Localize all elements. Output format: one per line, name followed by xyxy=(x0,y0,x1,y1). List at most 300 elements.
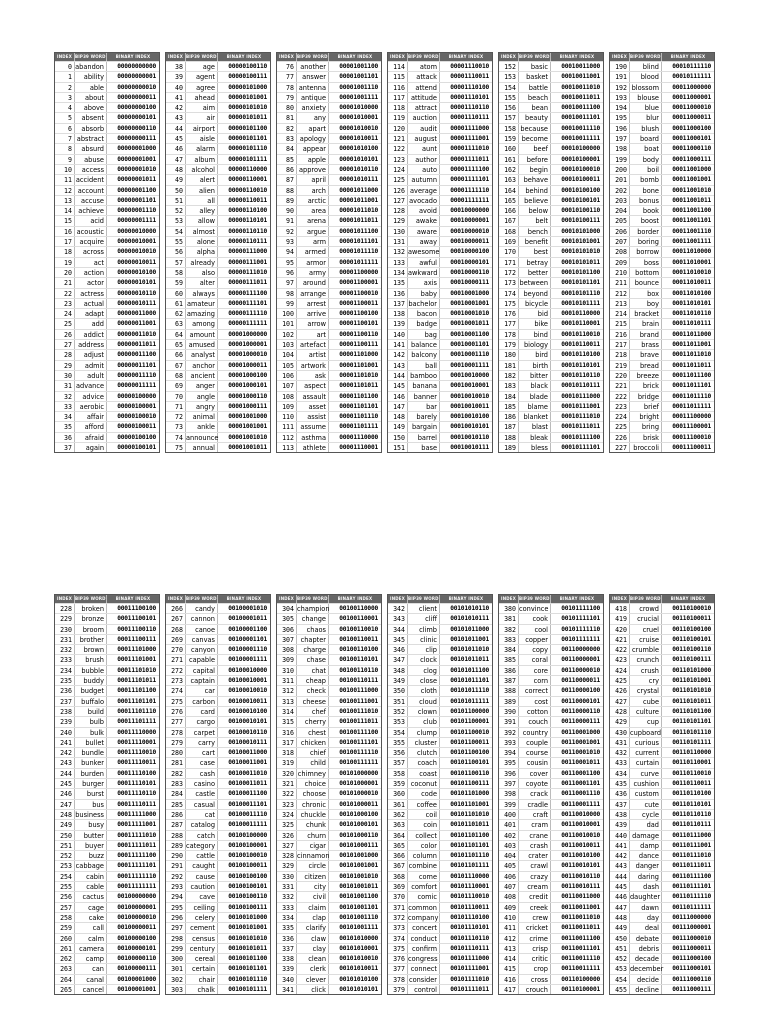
index-cell: 146 xyxy=(388,392,408,401)
binary-cell: 00101100010 xyxy=(450,728,489,736)
index-cell: 337 xyxy=(277,944,297,953)
index-cell: 341 xyxy=(277,985,297,994)
index-cell: 384 xyxy=(499,645,519,654)
index-cell: 388 xyxy=(499,686,519,695)
word-cell: better xyxy=(519,268,551,277)
word-cell: camp xyxy=(75,954,107,963)
word-cell: betray xyxy=(519,258,551,267)
index-cell: 29 xyxy=(55,361,75,370)
word-cell: before xyxy=(519,155,551,164)
binary-cell: 00100000011 xyxy=(117,924,156,932)
table-row xyxy=(55,840,159,850)
index-cell: 338 xyxy=(277,954,297,963)
table-row xyxy=(499,133,603,143)
binary-cell: 00011110000 xyxy=(117,728,156,736)
word-cell: color xyxy=(408,841,440,850)
binary-cell: 00101101010 xyxy=(450,810,489,818)
table-row xyxy=(388,195,492,205)
index-cell: 177 xyxy=(499,319,519,328)
word-cell: build xyxy=(75,707,107,716)
word-cell: ask xyxy=(297,371,329,380)
word-cell: awkward xyxy=(408,268,440,277)
word-cell: bright xyxy=(630,412,662,421)
binary-cell: 00110101011 xyxy=(672,697,711,705)
index-cell: 403 xyxy=(499,841,519,850)
table-row xyxy=(277,624,381,634)
word-cell: arrow xyxy=(297,319,329,328)
binary-cell: 00011000101 xyxy=(672,135,711,143)
binary-cell: 00000000101 xyxy=(117,114,156,122)
binary-cell: 00100010001 xyxy=(228,677,267,685)
table-row xyxy=(499,768,603,778)
binary-cell: 00100001101 xyxy=(228,635,267,643)
table-row xyxy=(166,329,270,339)
word-cell: burst xyxy=(75,789,107,798)
table-row xyxy=(55,644,159,654)
binary-cell: 00000111010 xyxy=(228,268,267,276)
table-row xyxy=(388,246,492,256)
index-cell: 112 xyxy=(277,433,297,442)
binary-cell: 00011000100 xyxy=(672,124,711,132)
binary-cell: 00000110100 xyxy=(228,207,267,215)
index-cell: 81 xyxy=(277,113,297,122)
index-cell: 281 xyxy=(166,758,186,767)
table-row xyxy=(610,246,714,256)
table-row xyxy=(610,757,714,767)
binary-cell: 00100110101 xyxy=(339,656,378,664)
index-cell: 428 xyxy=(610,707,630,716)
binary-cell: 00110011000 xyxy=(561,893,600,901)
binary-cell: 00000011000 xyxy=(117,310,156,318)
word-cell: blush xyxy=(630,124,662,133)
table-row xyxy=(166,860,270,870)
table-row xyxy=(610,401,714,411)
table-row xyxy=(277,799,381,809)
word-cell: cash xyxy=(186,769,218,778)
binary-cell: 00101011000 xyxy=(450,625,489,633)
table-row xyxy=(166,675,270,685)
word-cell: axis xyxy=(408,278,440,287)
word-cell: announce xyxy=(186,433,219,442)
word-cell: ankle xyxy=(186,422,218,431)
word-cell: city xyxy=(297,882,329,891)
table-row xyxy=(55,71,159,81)
binary-cell: 00000100100 xyxy=(117,433,156,441)
word-cell: debate xyxy=(630,934,662,943)
binary-cell: 00110000011 xyxy=(561,677,600,685)
index-cell: 207 xyxy=(610,237,630,246)
index-cell: 186 xyxy=(499,412,519,421)
binary-cell: 00001001100 xyxy=(339,63,378,70)
table-row xyxy=(166,401,270,411)
binary-cell: 00001111011 xyxy=(450,155,489,163)
table-row xyxy=(388,799,492,809)
word-cell: acid xyxy=(75,216,107,225)
word-cell: answer xyxy=(297,72,329,81)
binary-cell: 00011110101 xyxy=(117,780,156,788)
index-cell: 405 xyxy=(499,861,519,870)
table-row xyxy=(499,685,603,695)
binary-cell: 00100101011 xyxy=(228,944,267,952)
word-cell: brief xyxy=(630,402,662,411)
index-cell: 57 xyxy=(166,258,186,267)
index-cell: 190 xyxy=(610,62,630,71)
index-cell: 156 xyxy=(499,103,519,112)
table-row xyxy=(610,71,714,81)
word-cell: bread xyxy=(630,361,662,370)
binary-cell: 00100011101 xyxy=(228,800,267,808)
binary-cell: 00010001010 xyxy=(450,310,489,318)
binary-cell: 00000011001 xyxy=(117,320,156,328)
binary-cell: 00100011100 xyxy=(228,790,267,798)
index-cell: 163 xyxy=(499,175,519,184)
binary-cell: 00000000111 xyxy=(117,135,156,143)
index-cell: 144 xyxy=(388,371,408,380)
binary-cell: 00011011100 xyxy=(672,371,711,379)
word-cell: coast xyxy=(408,769,440,778)
word-cell: anxiety xyxy=(297,103,329,112)
table-row xyxy=(55,871,159,881)
index-cell: 265 xyxy=(55,985,75,994)
table-row xyxy=(610,871,714,881)
table-row xyxy=(610,380,714,390)
word-cell: animal xyxy=(186,412,218,421)
index-cell: 83 xyxy=(277,134,297,143)
index-cell: 53 xyxy=(166,216,186,225)
binary-cell: 00000101100 xyxy=(228,124,267,132)
index-cell: 373 xyxy=(388,923,408,932)
index-cell: 401 xyxy=(499,820,519,829)
table-row xyxy=(55,401,159,411)
word-cell: aerobic xyxy=(75,402,107,411)
binary-cell: 00011110010 xyxy=(117,749,156,757)
index-cell: 181 xyxy=(499,361,519,370)
binary-cell: 00010011011 xyxy=(561,93,600,101)
table-row xyxy=(166,215,270,225)
word-cell: arctic xyxy=(297,196,329,205)
table-row xyxy=(388,716,492,726)
word-cell: company xyxy=(408,913,439,922)
word-cell: circle xyxy=(297,861,329,870)
index-cell: 453 xyxy=(610,964,630,973)
index-cell: 154 xyxy=(499,83,519,92)
table-row xyxy=(499,891,603,901)
table-row xyxy=(55,974,159,984)
binary-cell: 00011000000 xyxy=(672,83,711,91)
table-header xyxy=(610,595,714,603)
index-cell: 78 xyxy=(277,83,297,92)
index-cell: 371 xyxy=(388,903,408,912)
index-cell: 303 xyxy=(166,985,186,994)
word-cell: dawn xyxy=(630,903,662,912)
index-cell: 218 xyxy=(610,350,630,359)
binary-cell: 00111000100 xyxy=(672,955,711,963)
binary-cell: 00010011101 xyxy=(561,114,600,122)
word-cell: amused xyxy=(186,340,218,349)
table-row xyxy=(277,432,381,442)
index-cell: 201 xyxy=(610,175,630,184)
binary-cell: 00110101010 xyxy=(672,687,711,695)
word-cell: december xyxy=(630,965,664,974)
table-row xyxy=(166,799,270,809)
index-cell: 432 xyxy=(610,748,630,757)
word-cell: canyon xyxy=(186,645,218,654)
table-row xyxy=(166,226,270,236)
binary-cell: 00101101111 xyxy=(450,862,489,870)
index-cell: 285 xyxy=(166,800,186,809)
table-row xyxy=(388,185,492,195)
table-row xyxy=(55,757,159,767)
table-header xyxy=(499,595,603,603)
header-binary: BINARY INDEX xyxy=(337,596,373,601)
table-row xyxy=(277,154,381,164)
table-row xyxy=(277,226,381,236)
table-row xyxy=(388,226,492,236)
table-row xyxy=(55,922,159,932)
binary-cell: 00000111101 xyxy=(228,299,267,307)
table-row xyxy=(55,246,159,256)
index-cell: 288 xyxy=(166,831,186,840)
word-cell: battle xyxy=(519,83,551,92)
table-row xyxy=(277,236,381,246)
word-cell: cruise xyxy=(630,635,662,644)
word-cell: dad xyxy=(630,820,662,829)
word-cell: burden xyxy=(75,769,107,778)
index-cell: 455 xyxy=(610,985,630,994)
table-row xyxy=(55,123,159,133)
table-row xyxy=(277,318,381,328)
binary-cell: 00001101110 xyxy=(339,413,378,421)
word-cell: abandon xyxy=(75,62,107,71)
binary-cell: 00010010110 xyxy=(450,433,489,441)
index-cell: 8 xyxy=(55,144,75,153)
index-cell: 152 xyxy=(499,62,519,71)
index-cell: 408 xyxy=(499,892,519,901)
binary-cell: 00001000000 xyxy=(228,330,267,338)
word-cell: blood xyxy=(630,72,662,81)
word-cell: ancient xyxy=(186,371,218,380)
index-cell: 21 xyxy=(55,278,75,287)
index-cell: 216 xyxy=(610,330,630,339)
index-cell: 16 xyxy=(55,227,75,236)
word-cell: clinic xyxy=(408,635,440,644)
table-row xyxy=(277,819,381,829)
binary-cell: 00100001011 xyxy=(228,615,267,623)
index-cell: 63 xyxy=(166,319,186,328)
table-row xyxy=(610,665,714,675)
table-row xyxy=(166,339,270,349)
index-cell: 50 xyxy=(166,186,186,195)
binary-cell: 00000101110 xyxy=(228,145,267,153)
binary-cell: 00010101000 xyxy=(561,227,600,235)
index-cell: 31 xyxy=(55,381,75,390)
table-row xyxy=(499,92,603,102)
index-cell: 368 xyxy=(388,872,408,881)
word-cell: damage xyxy=(630,831,662,840)
index-cell: 7 xyxy=(55,134,75,143)
table-row xyxy=(388,860,492,870)
index-cell: 225 xyxy=(610,422,630,431)
table-row xyxy=(166,411,270,421)
table-row xyxy=(277,349,381,359)
word-cell: celery xyxy=(186,913,218,922)
index-cell: 255 xyxy=(55,882,75,891)
index-cell: 101 xyxy=(277,319,297,328)
word-cell: alien xyxy=(186,186,218,195)
binary-cell: 00100111101 xyxy=(339,738,378,746)
word-cell: below xyxy=(519,206,551,215)
word-cell: ball xyxy=(408,361,440,370)
index-cell: 33 xyxy=(55,402,75,411)
table-row xyxy=(55,82,159,92)
word-cell: alert xyxy=(186,175,218,184)
table-row xyxy=(166,61,270,71)
table-row xyxy=(55,665,159,675)
binary-cell: 00000100101 xyxy=(117,443,156,451)
table-row xyxy=(499,809,603,819)
binary-cell: 00011100100 xyxy=(117,605,156,612)
table-row xyxy=(388,685,492,695)
table-row xyxy=(610,318,714,328)
index-cell: 35 xyxy=(55,422,75,431)
table-row xyxy=(277,768,381,778)
binary-cell: 00011010011 xyxy=(672,279,711,287)
word-cell: claw xyxy=(297,934,329,943)
index-cell: 147 xyxy=(388,402,408,411)
binary-cell: 00001100101 xyxy=(339,320,378,328)
binary-cell: 00101001001 xyxy=(339,862,378,870)
binary-cell: 00110110001 xyxy=(672,759,711,767)
table-row xyxy=(388,401,492,411)
index-cell: 222 xyxy=(610,392,630,401)
index-cell: 79 xyxy=(277,93,297,102)
word-cell: cycle xyxy=(630,810,662,819)
binary-cell: 00011101101 xyxy=(117,697,156,705)
table-row xyxy=(388,215,492,225)
index-cell: 214 xyxy=(610,309,630,318)
binary-cell: 00001001010 xyxy=(228,433,267,441)
word-cell: any xyxy=(297,113,329,122)
table-row xyxy=(55,634,159,644)
table-row xyxy=(610,267,714,277)
binary-cell: 00100111000 xyxy=(339,687,378,695)
word-cell: actress xyxy=(75,289,107,298)
table-row xyxy=(55,685,159,695)
word-cell: analyst xyxy=(186,350,218,359)
table-row xyxy=(277,644,381,654)
index-cell: 64 xyxy=(166,330,186,339)
table-row xyxy=(277,133,381,143)
table-row xyxy=(610,788,714,798)
binary-cell: 00001100001 xyxy=(339,279,378,287)
word-cell: coil xyxy=(408,810,440,819)
word-cell: assume xyxy=(297,422,329,431)
binary-cell: 00101100000 xyxy=(450,707,489,715)
index-cell: 4 xyxy=(55,103,75,112)
table-row xyxy=(277,298,381,308)
table-row xyxy=(166,984,270,994)
table-row xyxy=(499,737,603,747)
table-row xyxy=(166,840,270,850)
word-cell: bus xyxy=(75,800,107,809)
header-index: INDEX xyxy=(166,595,186,603)
index-cell: 60 xyxy=(166,289,186,298)
index-cell: 311 xyxy=(277,676,297,685)
word-cell: alarm xyxy=(186,144,218,153)
table-row xyxy=(166,442,270,452)
word-cell: clerk xyxy=(297,964,329,973)
table-row xyxy=(388,644,492,654)
binary-cell: 00001101011 xyxy=(339,382,378,390)
index-cell: 329 xyxy=(277,861,297,870)
index-cell: 300 xyxy=(166,954,186,963)
word-cell: cream xyxy=(519,882,551,891)
binary-cell: 00110111011 xyxy=(672,862,711,870)
table-row xyxy=(388,112,492,122)
binary-cell: 00011111000 xyxy=(117,810,156,818)
word-cell: bamboo xyxy=(408,371,440,380)
binary-cell: 00010110010 xyxy=(561,330,600,338)
index-cell: 9 xyxy=(55,155,75,164)
binary-cell: 00100101100 xyxy=(228,955,267,963)
table-row xyxy=(55,308,159,318)
table-row xyxy=(277,778,381,788)
table-row xyxy=(610,349,714,359)
table-row xyxy=(610,974,714,984)
index-cell: 431 xyxy=(610,738,630,747)
binary-cell: 00001100100 xyxy=(339,310,378,318)
binary-cell: 00011011000 xyxy=(672,330,711,338)
table-row xyxy=(166,634,270,644)
header-index: INDEX xyxy=(55,595,75,603)
table-row xyxy=(166,102,270,112)
table-row xyxy=(166,922,270,932)
index-cell: 420 xyxy=(610,625,630,634)
index-cell: 274 xyxy=(166,686,186,695)
word-cell: avoid xyxy=(408,206,440,215)
word-cell: add xyxy=(75,319,107,328)
word-cell: always xyxy=(186,289,218,298)
table-row xyxy=(166,696,270,706)
index-cell: 409 xyxy=(499,903,519,912)
table-row xyxy=(277,727,381,737)
binary-cell: 00110001100 xyxy=(561,769,600,777)
binary-cell: 00000110111 xyxy=(228,238,267,246)
table-row xyxy=(277,933,381,943)
word-cell: choice xyxy=(297,779,329,788)
word-cell: creek xyxy=(519,903,551,912)
binary-cell: 00011001101 xyxy=(672,217,711,225)
index-cell: 71 xyxy=(166,402,186,411)
index-cell: 398 xyxy=(499,789,519,798)
index-cell: 316 xyxy=(277,728,297,737)
table-row xyxy=(388,82,492,92)
index-cell: 94 xyxy=(277,247,297,256)
table-row xyxy=(610,768,714,778)
index-cell: 0 xyxy=(55,62,75,71)
index-cell: 75 xyxy=(166,443,186,452)
table-row xyxy=(166,788,270,798)
binary-cell: 00011000010 xyxy=(672,104,711,112)
index-cell: 136 xyxy=(388,289,408,298)
index-cell: 105 xyxy=(277,361,297,370)
index-cell: 350 xyxy=(388,686,408,695)
word-cell: across xyxy=(75,247,107,256)
index-cell: 165 xyxy=(499,196,519,205)
binary-cell: 00001100000 xyxy=(339,268,378,276)
index-cell: 435 xyxy=(610,779,630,788)
word-cell: cattle xyxy=(186,851,218,860)
